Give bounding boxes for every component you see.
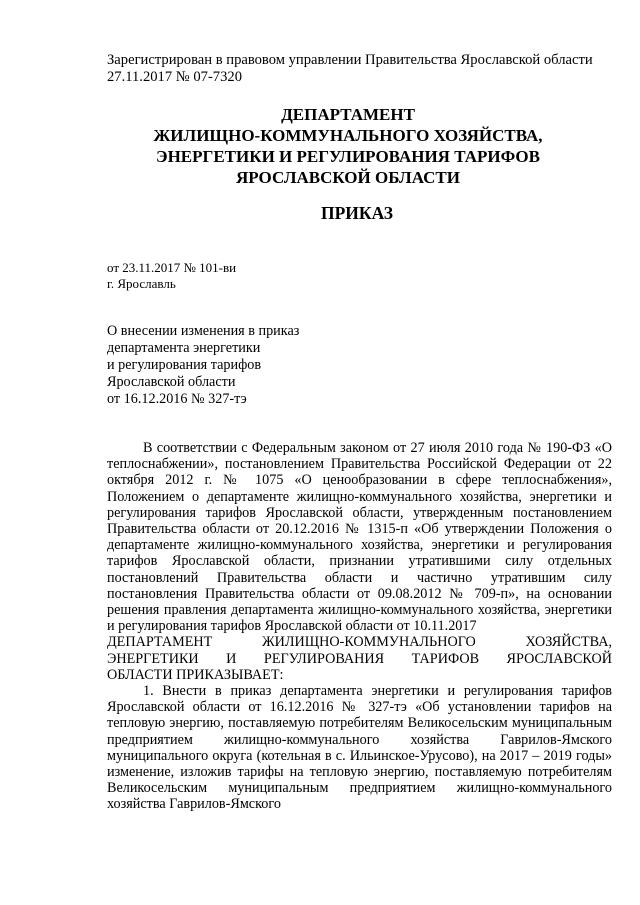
orders-line-3: ОБЛАСТИ ПРИКАЗЫВАЕТ:: [107, 666, 284, 683]
order-city: г. Ярославль: [107, 276, 176, 291]
department-line-4: ЯРОСЛАВСКОЙ ОБЛАСТИ: [236, 168, 460, 187]
orders-line-2: ЭНЕРГЕТИКИ И РЕГУЛИРОВАНИЯ ТАРИФОВ ЯРОСЛАВСКОЙ: [107, 650, 612, 667]
item-1-paragraph: 1. Внести в приказ департамента энергетики и регулирования тарифов Ярославской области от 16.12.2016 № 327-тэ «Об установлении тарифов на тепловую энергию, поставляемую потребителям Великосельским муниципальным предприятием жилищно-коммунального хозяйства Гаврилов-Ямского муниципального округа (котельная в с. Ильинское-Урусово), на 2017 – 2019 годы» изменение, изложив тарифы на тепловую энергию, поставляемую потребителям Великосельским муниципальным предприятием жилищно-коммунального хозяйства Гаврилов-Ямского: [107, 683, 612, 813]
order-date-number: от 23.11.2017 № 101-ви: [107, 260, 237, 275]
department-line-1: ДЕПАРТАМЕНТ: [281, 105, 415, 124]
subject-line-4: Ярославской области: [107, 374, 236, 390]
subject-line-5: от 16.12.2016 № 327-тэ: [107, 391, 247, 407]
order-subject: [107, 323, 299, 408]
department-line-3: ЭНЕРГЕТИКИ И РЕГУЛИРОВАНИЯ ТАРИФОВ: [156, 147, 540, 166]
preamble-paragraph: В соответствии с Федеральным законом от 27 июля 2010 года № 190-ФЗ «О теплоснабжении», постановлением Правительства Российской Федерации от 22 октября 2012 г. № 1075 «О ценообразовании в сфере теплоснабжения», Положением о департаменте жилищно-коммунального хозяйства, энергетики и регулирования тарифов Ярославской области, утвержденным постановлением Правительства области от 20.12.2016 № 1315-п «Об утверждении Положения о департаменте жилищно-коммунального хозяйства, энергетики и регулирования тарифов Ярославской области, признании утратившими силу отдельных постановлений Правительства области и частично утратившим силу постановления Правительства области от 09.08.2012 № 709-п», на основании решения правления департамента жилищно-коммунального хозяйства, энергетики и регулирования тарифов Ярославской области от 10.11.2017: [107, 440, 612, 635]
subject-line-3: и регулирования тарифов: [107, 357, 262, 373]
department-line-2: ЖИЛИЩНО-КОММУНАЛЬНОГО ХОЗЯЙСТВА,: [153, 126, 543, 145]
registration-line-2: 27.11.2017 № 07-7320: [107, 69, 242, 85]
registration-stamp: [107, 52, 612, 86]
order-meta: [107, 260, 236, 292]
subject-line-2: департамента энергетики: [107, 340, 261, 356]
orders-line-1: ДЕПАРТАМЕНТ ЖИЛИЩНО-КОММУНАЛЬНОГО ХОЗЯЙСТВА,: [107, 634, 612, 651]
subject-line-1: О внесении изменения в приказ: [107, 323, 300, 339]
registration-line-1: Зарегистрирован в правовом управлении Правительства Ярославской области: [107, 52, 593, 68]
order-title: ПРИКАЗ: [320, 203, 394, 223]
order-body: [107, 440, 612, 813]
department-header: [0, 104, 640, 188]
